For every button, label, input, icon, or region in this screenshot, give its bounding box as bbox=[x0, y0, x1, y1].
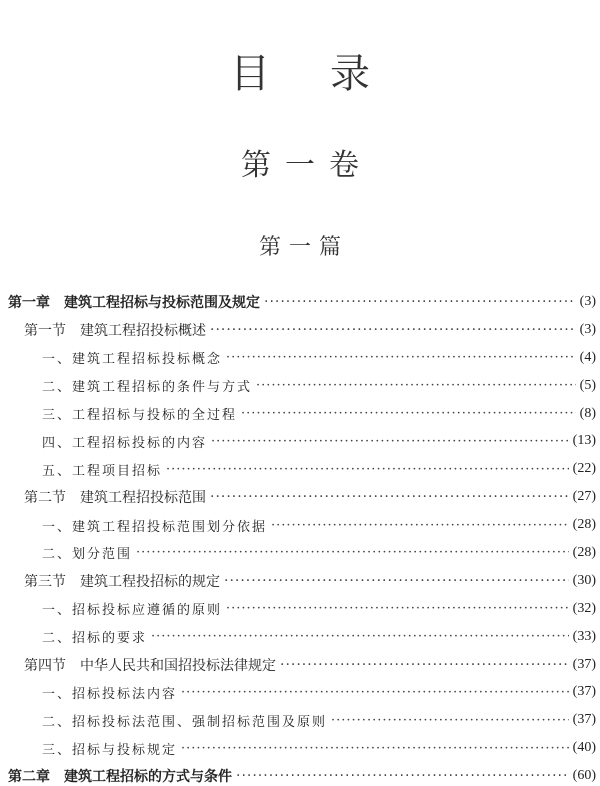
dot-leader bbox=[151, 629, 569, 644]
toc-entry-page: (22) bbox=[572, 461, 596, 477]
dot-leader bbox=[211, 434, 569, 449]
toc-entry-page: (32) bbox=[572, 600, 596, 616]
dot-leader bbox=[264, 294, 576, 310]
part-heading: 第一篇 bbox=[258, 235, 349, 260]
toc-item[interactable] bbox=[0, 623, 596, 651]
dot-leader bbox=[226, 601, 569, 616]
dot-leader bbox=[181, 741, 569, 756]
toc-entry-title: 中华人民共和国招投标法律规定 bbox=[80, 657, 276, 674]
toc-entry-page: (3) bbox=[579, 321, 596, 337]
toc-entry-label: 第三节 bbox=[24, 573, 66, 590]
dot-leader bbox=[256, 378, 576, 393]
toc-entry-title: 五、工程项目招标 bbox=[42, 463, 163, 479]
page-title: 目录 bbox=[230, 51, 430, 97]
toc-chapter[interactable] bbox=[0, 288, 596, 316]
toc-entry-page: (37) bbox=[572, 712, 596, 728]
toc-item[interactable] bbox=[0, 511, 596, 539]
dot-leader bbox=[210, 489, 569, 505]
toc-section[interactable] bbox=[0, 567, 596, 595]
toc-item[interactable] bbox=[0, 595, 596, 623]
toc-entry-title: 二、招标的要求 bbox=[42, 631, 148, 647]
toc-entry-title: 二、划分范围 bbox=[42, 547, 133, 563]
toc-entry-title: 建筑工程投招标的规定 bbox=[80, 573, 220, 590]
toc-entry-label: 第二章 bbox=[8, 769, 50, 786]
toc-entry-title: 四、工程招标投标的内容 bbox=[42, 435, 208, 451]
toc-entry-page: (33) bbox=[572, 628, 596, 644]
toc-section[interactable] bbox=[0, 483, 596, 511]
toc-entry-page: (13) bbox=[572, 433, 596, 449]
toc-entry-title: 建筑工程招投标概述 bbox=[80, 322, 206, 339]
dot-leader bbox=[224, 573, 569, 589]
toc-entry-title: 三、工程招标与投标的全过程 bbox=[42, 408, 238, 423]
toc-entry-page: (40) bbox=[572, 740, 596, 756]
toc-entry-page: (28) bbox=[572, 544, 596, 560]
dot-leader bbox=[241, 406, 576, 421]
toc-chapter[interactable] bbox=[0, 762, 596, 786]
toc-entry-title: 一、建筑工程招标投标概念 bbox=[42, 352, 223, 368]
toc-section[interactable] bbox=[0, 316, 596, 344]
dot-leader bbox=[226, 350, 576, 365]
toc-entry-title: 建筑工程招投标范围 bbox=[80, 490, 206, 507]
toc-entry-title: 一、招标投标法内容 bbox=[42, 686, 178, 702]
dot-leader bbox=[181, 685, 569, 700]
dot-leader bbox=[136, 545, 569, 560]
toc-entry-page: (8) bbox=[579, 405, 596, 421]
toc-item[interactable] bbox=[0, 372, 596, 400]
dot-leader bbox=[210, 322, 576, 338]
toc-item[interactable] bbox=[0, 344, 596, 372]
toc-item[interactable] bbox=[0, 455, 596, 483]
toc-entry-page: (5) bbox=[579, 377, 596, 393]
toc-entry-title: 二、招标投标法范围、强制招标范围及原则 bbox=[42, 714, 328, 730]
toc-entry-title: 三、招标与投标规定 bbox=[42, 742, 178, 758]
toc-item[interactable] bbox=[0, 706, 596, 734]
toc-entry-label: 第四节 bbox=[24, 657, 66, 674]
toc-entry-page: (27) bbox=[572, 489, 596, 505]
toc-item[interactable] bbox=[0, 678, 596, 706]
toc-entry-title: 建筑工程招标与投标范围及规定 bbox=[64, 294, 260, 311]
toc-item[interactable] bbox=[0, 427, 596, 455]
toc-entry-page: (3) bbox=[579, 293, 596, 309]
dot-leader bbox=[236, 768, 569, 784]
toc-entry-page: (60) bbox=[572, 768, 596, 784]
toc-entry-label: 第一节 bbox=[24, 322, 66, 339]
toc-entry-page: (28) bbox=[572, 517, 596, 533]
toc-entry-title: 二、建筑工程招标的条件与方式 bbox=[42, 380, 253, 396]
dot-leader bbox=[331, 713, 569, 728]
toc-list bbox=[0, 288, 596, 786]
toc-item[interactable] bbox=[0, 734, 596, 762]
toc-entry-page: (30) bbox=[572, 572, 596, 588]
toc-entry-page: (37) bbox=[572, 656, 596, 672]
toc-entry-title: 一、建筑工程招投标范围划分依据 bbox=[42, 519, 268, 535]
toc-entry-page: (37) bbox=[572, 684, 596, 700]
dot-leader bbox=[280, 657, 569, 673]
volume-heading: 第一卷 bbox=[241, 148, 373, 183]
toc-entry-label: 第二节 bbox=[24, 490, 66, 507]
dot-leader bbox=[166, 462, 569, 477]
toc-entry-page: (4) bbox=[579, 349, 596, 365]
dot-leader bbox=[271, 518, 569, 533]
toc-section[interactable] bbox=[0, 651, 596, 679]
toc-entry-title: 一、招标投标应遵循的原则 bbox=[42, 603, 223, 619]
toc-item[interactable] bbox=[0, 400, 596, 428]
toc-entry-title: 建筑工程招标的方式与条件 bbox=[64, 769, 232, 786]
toc-item[interactable] bbox=[0, 539, 596, 567]
toc-entry-label: 第一章 bbox=[8, 294, 50, 311]
